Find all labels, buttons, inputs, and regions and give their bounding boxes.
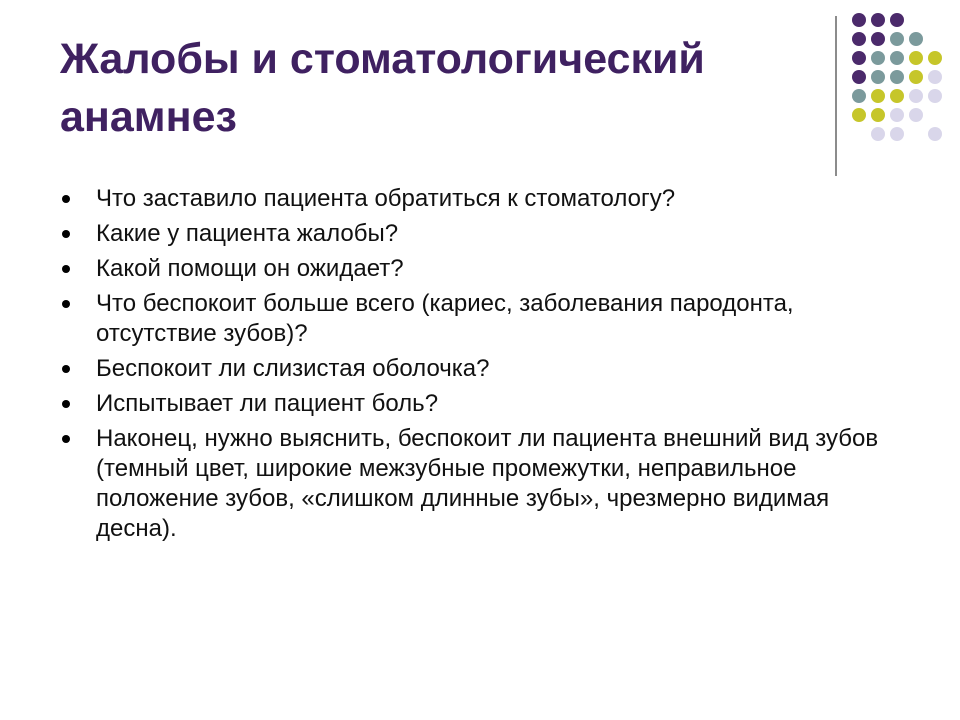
- decorative-dot: [852, 32, 866, 46]
- bullet-text: Какие у пациента жалобы?: [96, 220, 399, 247]
- decorative-dot: [871, 32, 885, 46]
- decorative-dot: [890, 51, 904, 65]
- bullet-item: [60, 184, 890, 214]
- bullet-item: [60, 289, 890, 349]
- title-line-2: анамнез: [60, 93, 237, 141]
- decorative-dot: [871, 108, 885, 122]
- decorative-dot: [890, 32, 904, 46]
- decorative-dot: [890, 13, 904, 27]
- bullet-text: Какой помощи он ожидает?: [96, 255, 404, 282]
- decorative-dot: [909, 32, 923, 46]
- decorative-dot: [909, 89, 923, 103]
- decorative-dot: [928, 89, 942, 103]
- bullet-icon: [62, 195, 70, 203]
- decorative-dot: [909, 51, 923, 65]
- bullet-text: Наконец, нужно выяснить, беспокоит ли пациента внешний вид зубов (темный цвет, широкие межзубные промежутки, неправильное положение зубов, «слишком длинные зубы», чрезмерно видимая десна).: [96, 425, 879, 542]
- decorative-dot: [871, 127, 885, 141]
- bullet-text: Что заставило пациента обратиться к стоматологу?: [96, 185, 676, 212]
- decorative-dot: [890, 89, 904, 103]
- bullet-text: Испытывает ли пациент боль?: [96, 390, 439, 417]
- decorative-dot: [871, 51, 885, 65]
- bullet-item: [60, 354, 890, 384]
- decorative-dot: [852, 13, 866, 27]
- bullet-item: [60, 424, 890, 544]
- bullet-icon: [62, 265, 70, 273]
- decorative-dot-grid: [852, 13, 948, 155]
- bullet-item: [60, 254, 890, 284]
- bullet-icon: [62, 400, 70, 408]
- bullet-icon: [62, 435, 70, 443]
- decorative-dot: [909, 70, 923, 84]
- decorative-dot: [871, 89, 885, 103]
- decorative-dot: [871, 13, 885, 27]
- decorative-dot: [852, 70, 866, 84]
- decorative-dot: [909, 108, 923, 122]
- decorative-dot: [852, 89, 866, 103]
- bullet-icon: [62, 365, 70, 373]
- bullet-list: [60, 184, 890, 549]
- bullet-text: Что беспокоит больше всего (кариес, заболевания пародонта, отсутствие зубов)?: [96, 290, 794, 347]
- decorative-dot: [928, 127, 942, 141]
- bullet-item: [60, 219, 890, 249]
- decorative-dot: [852, 108, 866, 122]
- bullet-text: Беспокоит ли слизистая оболочка?: [96, 355, 490, 382]
- decorative-dot: [890, 108, 904, 122]
- decorative-dot: [928, 70, 942, 84]
- bullet-icon: [62, 300, 70, 308]
- title-line-1: Жалобы и стоматологический: [60, 35, 705, 83]
- decorative-dot: [890, 127, 904, 141]
- vertical-divider: [835, 16, 837, 176]
- bullet-icon: [62, 230, 70, 238]
- decorative-dot: [871, 70, 885, 84]
- bullet-item: [60, 389, 890, 419]
- decorative-dot: [928, 51, 942, 65]
- decorative-dot: [852, 51, 866, 65]
- decorative-dot: [890, 70, 904, 84]
- slide-title: [60, 30, 820, 146]
